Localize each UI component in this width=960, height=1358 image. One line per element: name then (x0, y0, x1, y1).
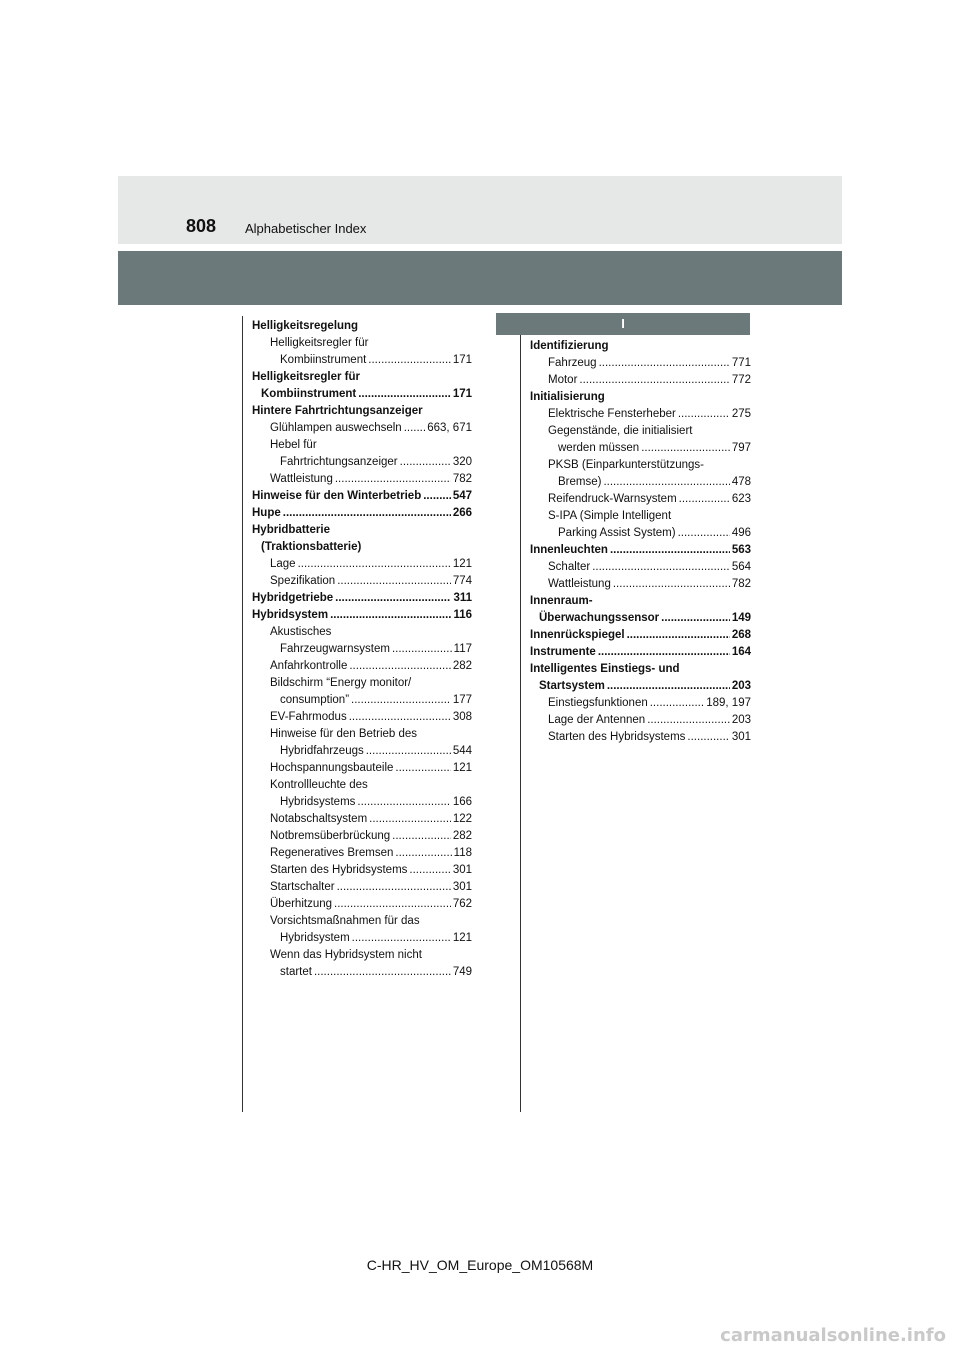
left-column-rule (242, 316, 243, 1112)
index-entry (252, 811, 472, 828)
index-entry (252, 964, 472, 981)
index-entry (252, 726, 472, 743)
index-entry-term: Bildschirm “Energy monitor/ (270, 677, 412, 689)
index-entry-term: Helligkeitsregler für (252, 371, 361, 383)
header-top-band (118, 176, 842, 244)
index-entry (252, 624, 472, 641)
index-entry (530, 695, 751, 712)
index-entry (252, 539, 472, 556)
index-entry-term: EV-Fahrmodus (270, 711, 347, 723)
index-entry-page: 177 (452, 694, 472, 706)
index-entry (252, 930, 472, 947)
index-entry-term: Instrumente (530, 646, 596, 658)
index-entry-term: Fahrzeugwarnsystem (280, 643, 390, 655)
index-entry-page: 266 (452, 507, 472, 519)
dot-leader (613, 576, 730, 593)
index-entry (252, 590, 472, 607)
dot-leader (607, 678, 730, 695)
index-entry-term: Intelligentes Einstiegs- und (530, 663, 680, 675)
dot-leader (647, 712, 730, 729)
index-entry-page: 782 (452, 473, 472, 485)
index-entry (252, 743, 472, 760)
dot-leader (314, 964, 451, 981)
index-entry-term: Spezifikation (270, 575, 336, 587)
dot-leader (579, 372, 729, 389)
index-entry-page: 189, 197 (706, 697, 751, 709)
index-entry-term: Lage der Antennen (548, 714, 646, 726)
index-entry-page: 623 (731, 493, 751, 505)
index-entry (252, 794, 472, 811)
index-entry (530, 525, 751, 542)
dot-leader (392, 828, 451, 845)
index-entry-term: Startsystem (539, 680, 605, 692)
index-entry-page: 164 (731, 646, 751, 658)
dot-leader (349, 658, 450, 675)
dot-leader (592, 559, 730, 576)
index-entry-term: Motor (548, 374, 578, 386)
index-entry (252, 862, 472, 879)
dot-leader (337, 879, 451, 896)
index-entry-term: Überhitzung (270, 898, 333, 910)
index-entry-page: 797 (731, 442, 751, 454)
index-entry-term: Regeneratives Bremsen (270, 847, 394, 859)
index-entry-page: 749 (452, 966, 472, 978)
index-entry (252, 386, 472, 403)
index-entry (530, 559, 751, 576)
dot-leader (641, 440, 730, 457)
dot-leader (334, 896, 451, 913)
index-entry (530, 678, 751, 695)
index-entry-term: werden müssen (558, 442, 640, 454)
index-entry-term: Hupe (252, 507, 281, 519)
index-entry-page: 118 (453, 847, 472, 859)
dot-leader (423, 488, 451, 505)
index-entry (252, 454, 472, 471)
page-number: 808 (186, 216, 217, 236)
dot-leader (603, 474, 729, 491)
index-entry-page: 772 (731, 374, 751, 386)
index-entry-term: Einstiegsfunktionen (548, 697, 648, 709)
index-entry (252, 369, 472, 386)
dot-leader (352, 930, 451, 947)
index-entry-term: Lage (270, 558, 296, 570)
index-entry (252, 845, 472, 862)
dot-leader (330, 607, 451, 624)
index-entry (252, 335, 472, 352)
index-entry-term: S-IPA (Simple Intelligent (548, 510, 672, 522)
index-entry-page: 478 (731, 476, 751, 488)
index-entry (530, 729, 751, 746)
index-entry-term: Notbremsüberbrückung (270, 830, 391, 842)
index-entry (252, 692, 472, 709)
index-entry-term: Starten des Hybridsystems (270, 864, 408, 876)
index-entry (252, 896, 472, 913)
index-entry-term: Akustisches (270, 626, 332, 638)
dot-leader (337, 573, 451, 590)
index-entry-term: Notabschaltsystem (270, 813, 368, 825)
index-entry (530, 627, 751, 644)
index-entry-term: Parking Assist System) (558, 527, 676, 539)
index-entry-page: 301 (452, 881, 472, 893)
index-entry-page: 203 (731, 714, 751, 726)
index-column-left (252, 318, 472, 981)
index-entry-page: 563 (731, 544, 751, 556)
index-entry-term: Überwachungssensor (539, 612, 660, 624)
index-entry-page: 282 (452, 660, 472, 672)
index-entry-page: 308 (452, 711, 472, 723)
index-entry-term: Hinweise für den Betrieb des (270, 728, 418, 740)
index-entry-term: Hybridgetriebe (252, 592, 334, 604)
index-entry (252, 471, 472, 488)
index-entry (530, 355, 751, 372)
dot-leader (679, 491, 730, 508)
index-entry-page: 544 (452, 745, 472, 757)
dot-leader (335, 471, 451, 488)
index-entry (252, 318, 472, 335)
index-entry-term: Glühlampen auswechseln (270, 422, 402, 434)
index-entry-term: Helligkeitsregler für (270, 337, 369, 349)
index-entry (530, 423, 751, 440)
index-entry-page: 122 (452, 813, 472, 825)
index-entry-term: Hinweise für den Winterbetrieb (252, 490, 422, 502)
index-entry (530, 372, 751, 389)
index-entry-page: 275 (731, 408, 751, 420)
index-entry (252, 488, 472, 505)
index-entry (252, 828, 472, 845)
dot-leader (395, 845, 451, 862)
index-entry-page: 547 (452, 490, 472, 502)
dot-leader (298, 556, 451, 573)
dot-leader (661, 610, 730, 627)
index-entry-term: Identifizierung (530, 340, 609, 352)
index-entry (530, 406, 751, 423)
index-entry-term: Wattleistung (270, 473, 333, 485)
index-entry-term: Reifendruck-Warnsystem (548, 493, 677, 505)
index-entry-term: (Traktionsbatterie) (261, 541, 362, 553)
index-entry-term: Anfahrkontrolle (270, 660, 348, 672)
dot-leader (351, 692, 451, 709)
index-entry-term: Kombiinstrument (261, 388, 357, 400)
dot-leader (349, 709, 451, 726)
index-entry-page: 116 (453, 609, 472, 621)
index-entry-term: Hochspannungsbauteile (270, 762, 394, 774)
index-entry-page: 564 (731, 561, 751, 573)
index-entry-term: PKSB (Einparkunterstützungs- (548, 459, 704, 471)
right-column-rule (520, 316, 521, 1112)
index-entry-page: 149 (731, 612, 751, 624)
index-entry-term: Innenraum- (530, 595, 593, 607)
index-entry-term: Wattleistung (548, 578, 611, 590)
index-entry (252, 760, 472, 777)
index-entry-page: 782 (731, 578, 751, 590)
index-entry-page: 771 (731, 357, 751, 369)
index-entry (252, 352, 472, 369)
index-entry (252, 522, 472, 539)
dot-leader (627, 627, 730, 644)
index-entry-term: Hintere Fahrtrichtungsanzeiger (252, 405, 423, 417)
dot-leader (392, 641, 452, 658)
dot-leader (404, 420, 426, 437)
index-entry-page: 203 (731, 680, 751, 692)
index-entry-term: Schalter (548, 561, 591, 573)
index-entry-term: Innenleuchten (530, 544, 608, 556)
index-entry (252, 658, 472, 675)
dot-leader (409, 862, 450, 879)
index-entry (252, 709, 472, 726)
index-entry-term: Hybridfahrzeugs (280, 745, 364, 757)
dot-leader (598, 644, 730, 661)
index-entry (252, 913, 472, 930)
index-entry (530, 457, 751, 474)
index-entry (252, 505, 472, 522)
index-entry (530, 440, 751, 457)
index-entry (530, 474, 751, 491)
index-entry-term: Initialisierung (530, 391, 605, 403)
index-entry-term: Kontrollleuchte des (270, 779, 368, 791)
index-entry-term: startet (280, 966, 312, 978)
index-entry (252, 437, 472, 454)
index-entry-term: Hybridsystems (280, 796, 356, 808)
index-entry (530, 508, 751, 525)
index-entry-term: Gegenstände, die initialisiert (548, 425, 693, 437)
index-entry (252, 607, 472, 624)
dot-leader (368, 352, 451, 369)
index-entry-page: 121 (452, 932, 472, 944)
index-entry-page: 301 (452, 864, 472, 876)
dot-leader (678, 406, 730, 423)
index-column-right (530, 338, 751, 746)
index-entry-term: Innenrückspiegel (530, 629, 625, 641)
index-entry-page: 663, 671 (427, 422, 472, 434)
index-entry (252, 420, 472, 437)
dot-leader (610, 542, 730, 559)
index-entry-page: 117 (453, 643, 472, 655)
dot-leader (335, 590, 451, 607)
index-entry-term: Startschalter (270, 881, 335, 893)
index-entry (530, 576, 751, 593)
index-entry-term: Helligkeitsregelung (252, 320, 359, 332)
index-entry (530, 338, 751, 355)
index-entry-page: 496 (731, 527, 751, 539)
index-entry-term: Vorsichtsmaßnahmen für das (270, 915, 420, 927)
index-entry-term: consumption” (280, 694, 350, 706)
dot-leader (395, 760, 450, 777)
index-entry (252, 556, 472, 573)
dot-leader (283, 505, 451, 522)
index-entry (252, 641, 472, 658)
index-entry (252, 947, 472, 964)
index-entry (530, 491, 751, 508)
index-entry-page: 320 (452, 456, 472, 468)
index-entry (530, 593, 751, 610)
dot-leader (357, 794, 450, 811)
index-entry-page: 166 (452, 796, 472, 808)
index-entry-page: 301 (731, 731, 751, 743)
dot-leader (400, 454, 451, 471)
index-entry (252, 777, 472, 794)
index-entry (252, 675, 472, 692)
index-entry (252, 573, 472, 590)
index-entry-page: 774 (452, 575, 472, 587)
dot-leader (358, 386, 451, 403)
index-entry-page: 762 (452, 898, 472, 910)
dot-leader (369, 811, 451, 828)
index-entry-term: Fahrzeug (548, 357, 597, 369)
dot-leader (366, 743, 451, 760)
index-entry-page: 171 (452, 388, 472, 400)
index-entry-term: Kombiinstrument (280, 354, 367, 366)
index-entry (530, 644, 751, 661)
document-code: C-HR_HV_OM_Europe_OM10568M (366, 1257, 594, 1273)
index-entry-term: Hebel für (270, 439, 317, 451)
index-entry (530, 542, 751, 559)
index-entry (530, 661, 751, 678)
index-entry-page: 121 (452, 762, 472, 774)
section-letter: I (496, 313, 750, 335)
index-entry (530, 712, 751, 729)
index-entry-page: 171 (452, 354, 472, 366)
index-entry-page: 121 (452, 558, 472, 570)
index-entry-page: 311 (453, 592, 472, 604)
index-entry-term: Elektrische Fensterheber (548, 408, 676, 420)
index-entry-term: Hybridsystem (252, 609, 329, 621)
page-title: Alphabetischer Index (245, 221, 367, 236)
index-entry (252, 879, 472, 896)
index-entry (252, 403, 472, 420)
index-entry-term: Wenn das Hybridsystem nicht (270, 949, 422, 961)
index-entry-term: Bremse) (558, 476, 602, 488)
index-entry-term: Starten des Hybridsystems (548, 731, 686, 743)
watermark: carmanualsonline.info (720, 1325, 946, 1346)
dot-leader (678, 525, 730, 542)
index-entry-page: 282 (452, 830, 472, 842)
dot-leader (599, 355, 730, 372)
index-entry (530, 610, 751, 627)
index-entry-page: 268 (731, 629, 751, 641)
dot-leader (687, 729, 729, 746)
index-entry-term: Fahrtrichtungsanzeiger (280, 456, 398, 468)
index-entry-term: Hybridsystem (280, 932, 350, 944)
header-dark-band (118, 251, 842, 305)
index-entry (530, 389, 751, 406)
index-entry-term: Hybridbatterie (252, 524, 330, 536)
dot-leader (650, 695, 705, 712)
